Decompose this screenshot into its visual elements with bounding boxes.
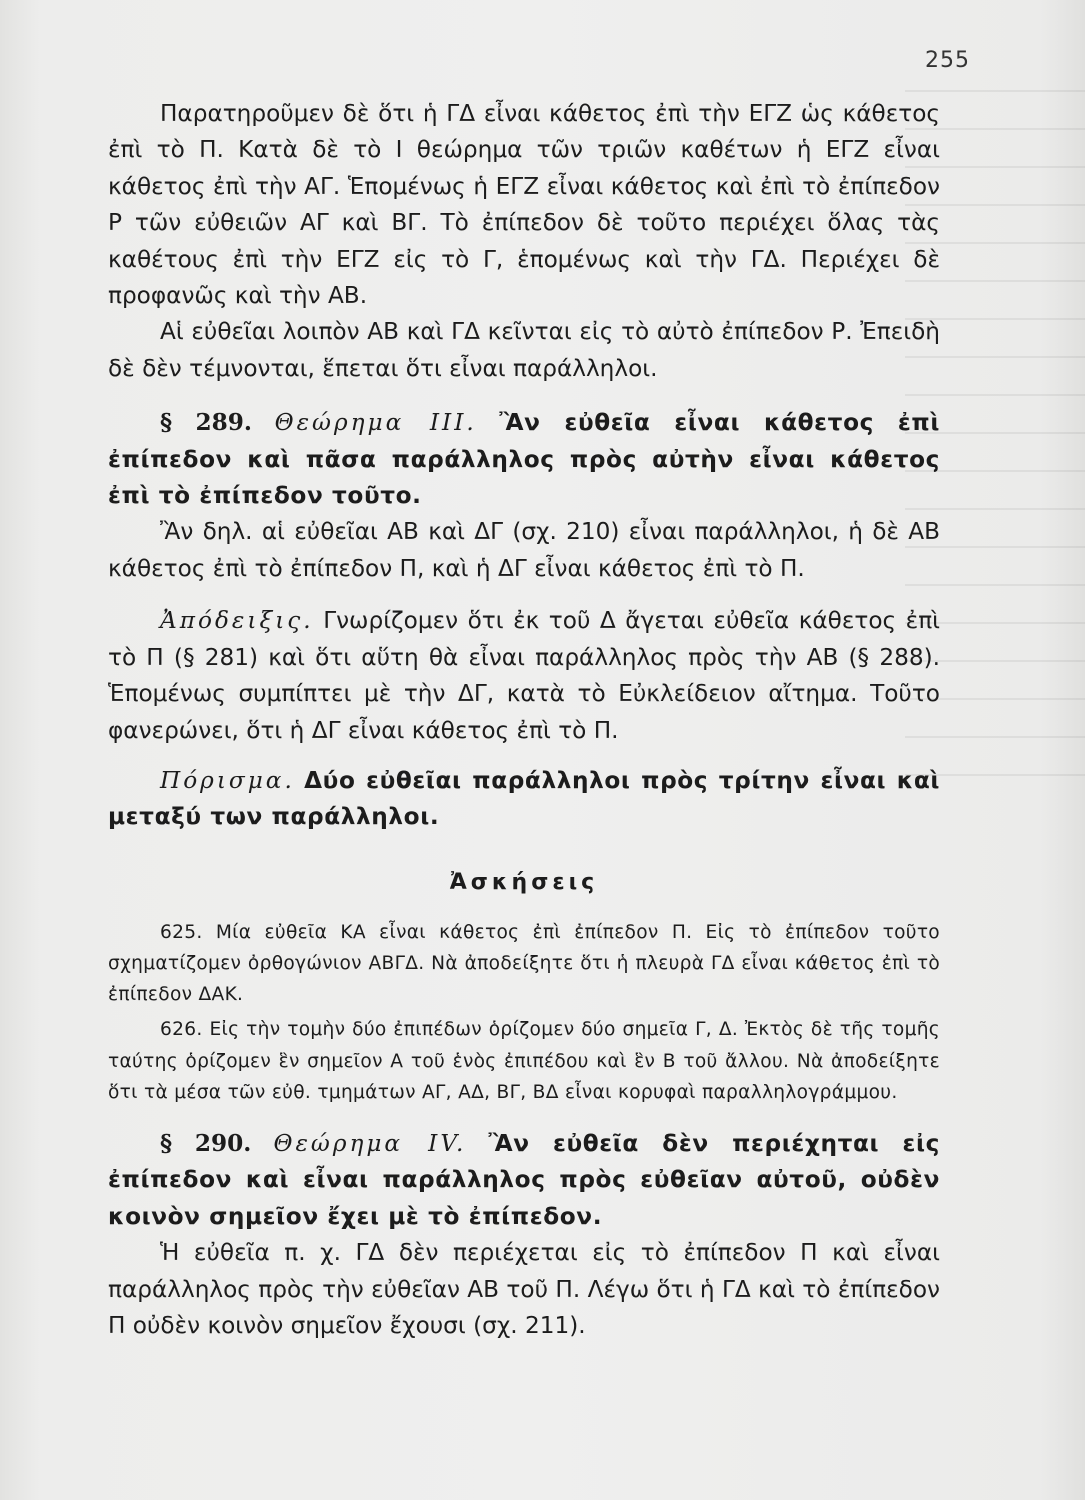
paragraph-proof-continuation: Παρατηροῦμεν δὲ ὅτι ἡ ΓΔ εἶναι κάθετος ἐπὶ τὴν ΕΓΖ ὡς κάθετος ἐπὶ τὸ Π. Κατὰ δὲ τὸ Ι θεώρημα τῶν τριῶν καθέτων ἡ ΕΓΖ εἶναι κάθετος ἐπὶ τὴν ΑΓ. Ἑπομένως ἡ ΕΓΖ εἶναι κάθετος καὶ ἐπὶ τὸ ἐπίπεδον Ρ τῶν εὐθειῶν ΑΓ καὶ ΒΓ. Τὸ ἐπίπεδον δὲ τοῦτο περιέχει ὅλας τὰς καθέτους ἐπὶ τὴν ΕΓΖ εἰς τὸ Γ, ἑπομένως καὶ τὴν ΓΔ. Περιέχει δὲ προφανῶς καὶ τὴν ΑΒ.: [108, 100, 940, 310]
corollary: [108, 763, 940, 836]
corollary-label: Πόρισμα.: [160, 766, 295, 794]
theorem-290: [108, 1126, 940, 1235]
theorem-289-section: § 289.: [160, 409, 252, 437]
exercise-625: 625. Μία εὐθεῖα ΚΑ εἶναι κάθετος ἐπὶ ἐπίπεδον Π. Εἰς τὸ ἐπίπεδον τοῦτο σχηματίζομεν ὀρθογώνιον ΑΒΓΔ. Νὰ ἀποδείξητε ὅτι ἡ πλευρὰ ΓΔ εἶναι κάθετος ἐπὶ τὸ ἐπίπεδον ΔΑΚ.: [108, 921, 940, 1006]
paragraph-conclusion: Αἱ εὐθεῖαι λοιπὸν ΑΒ καὶ ΓΔ κεῖνται εἰς τὸ αὐτὸ ἐπίπεδον Ρ. Ἐπειδὴ δὲ δὲν τέμνονται, ἕπεται ὅτι εἶναι παράλληλοι.: [108, 318, 940, 382]
theorem-289-name: Θεώρημα ΙΙΙ.: [274, 409, 477, 437]
exercises-heading: Ἀσκήσεις: [449, 869, 599, 895]
corollary-text: Δύο εὐθεῖαι παράλληλοι πρὸς τρίτην εἶναι καὶ μεταξύ των παράλληλοι.: [108, 766, 940, 831]
theorem-290-statement: Ἂν εὐθεῖα δὲν περιέχηται εἰς ἐπίπεδον καὶ εἶναι παράλληλος πρὸς εὐθεῖαν αὐτοῦ, οὐδὲν κοινὸν σημεῖον ἔχει μὲ τὸ ἐπίπεδον.: [108, 1129, 940, 1230]
proof-label: Ἀπόδειξις.: [160, 607, 314, 635]
proof-text: Γνωρίζομεν ὅτι ἐκ τοῦ Δ ἄγεται εὐθεῖα κάθετος ἐπὶ τὸ Π (§ 281) καὶ ὅτι αὕτη θὰ εἶναι παράλληλος πρὸς τὴν ΑΒ (§ 288). Ἑπομένως συμπίπτει μὲ τὴν ΔΓ, κατὰ τὸ Εὐκλείδειον αἴτημα. Τοῦτο φανερώνει, ὅτι ἡ ΔΓ εἶναι κάθετος ἐπὶ τὸ Π.: [108, 607, 940, 744]
theorem-290-section: § 290.: [160, 1129, 252, 1157]
page-body: [108, 96, 940, 1344]
theorem-289: [108, 405, 940, 514]
theorem-289-statement: Ἂν εὐθεῖα εἶναι κάθετος ἐπὶ ἐπίπεδον καὶ πᾶσα παράλληλος πρὸς αὐτὴν εἶναι κάθετος ἐπὶ τὸ ἐπίπεδον τοῦτο.: [108, 409, 940, 510]
exercise-626: 626. Εἰς τὴν τομὴν δύο ἐπιπέδων ὁρίζομεν δύο σημεῖα Γ, Δ. Ἐκτὸς δὲ τῆς τομῆς ταύτης ὁρίζομεν ἓν σημεῖον Α τοῦ ἑνὸς ἐπιπέδου καὶ ἓν Β τοῦ ἄλλου. Νὰ ἀποδείξητε ὅτι τὰ μέσα τῶν εὐθ. τμημάτων ΑΓ, ΑΔ, ΒΓ, ΒΔ εἶναι κορυφαὶ παραλληλογράμμου.: [108, 1019, 940, 1103]
theorem-289-proof: [108, 603, 940, 749]
theorem-289-given: Ἂν δηλ. αἱ εὐθεῖαι ΑΒ καὶ ΔΓ (σχ. 210) εἶναι παράλληλοι, ἡ δὲ ΑΒ κάθετος ἐπὶ τὸ ἐπίπεδον Π, καὶ ἡ ΔΓ εἶναι κάθετος ἐπὶ τὸ Π.: [108, 518, 940, 582]
page-number: 255: [925, 48, 970, 73]
theorem-290-name: Θεώρημα ΙV.: [273, 1129, 467, 1157]
theorem-290-text: Ἡ εὐθεῖα π. χ. ΓΔ δὲν περιέχεται εἰς τὸ ἐπίπεδον Π καὶ εἶναι παράλληλος πρὸς τὴν εὐθεῖαν ΑΒ τοῦ Π. Λέγω ὅτι ἡ ΓΔ καὶ τὸ ἐπίπεδον Π οὐδὲν κοινὸν σημεῖον ἔχουσι (σχ. 211).: [108, 1239, 940, 1339]
